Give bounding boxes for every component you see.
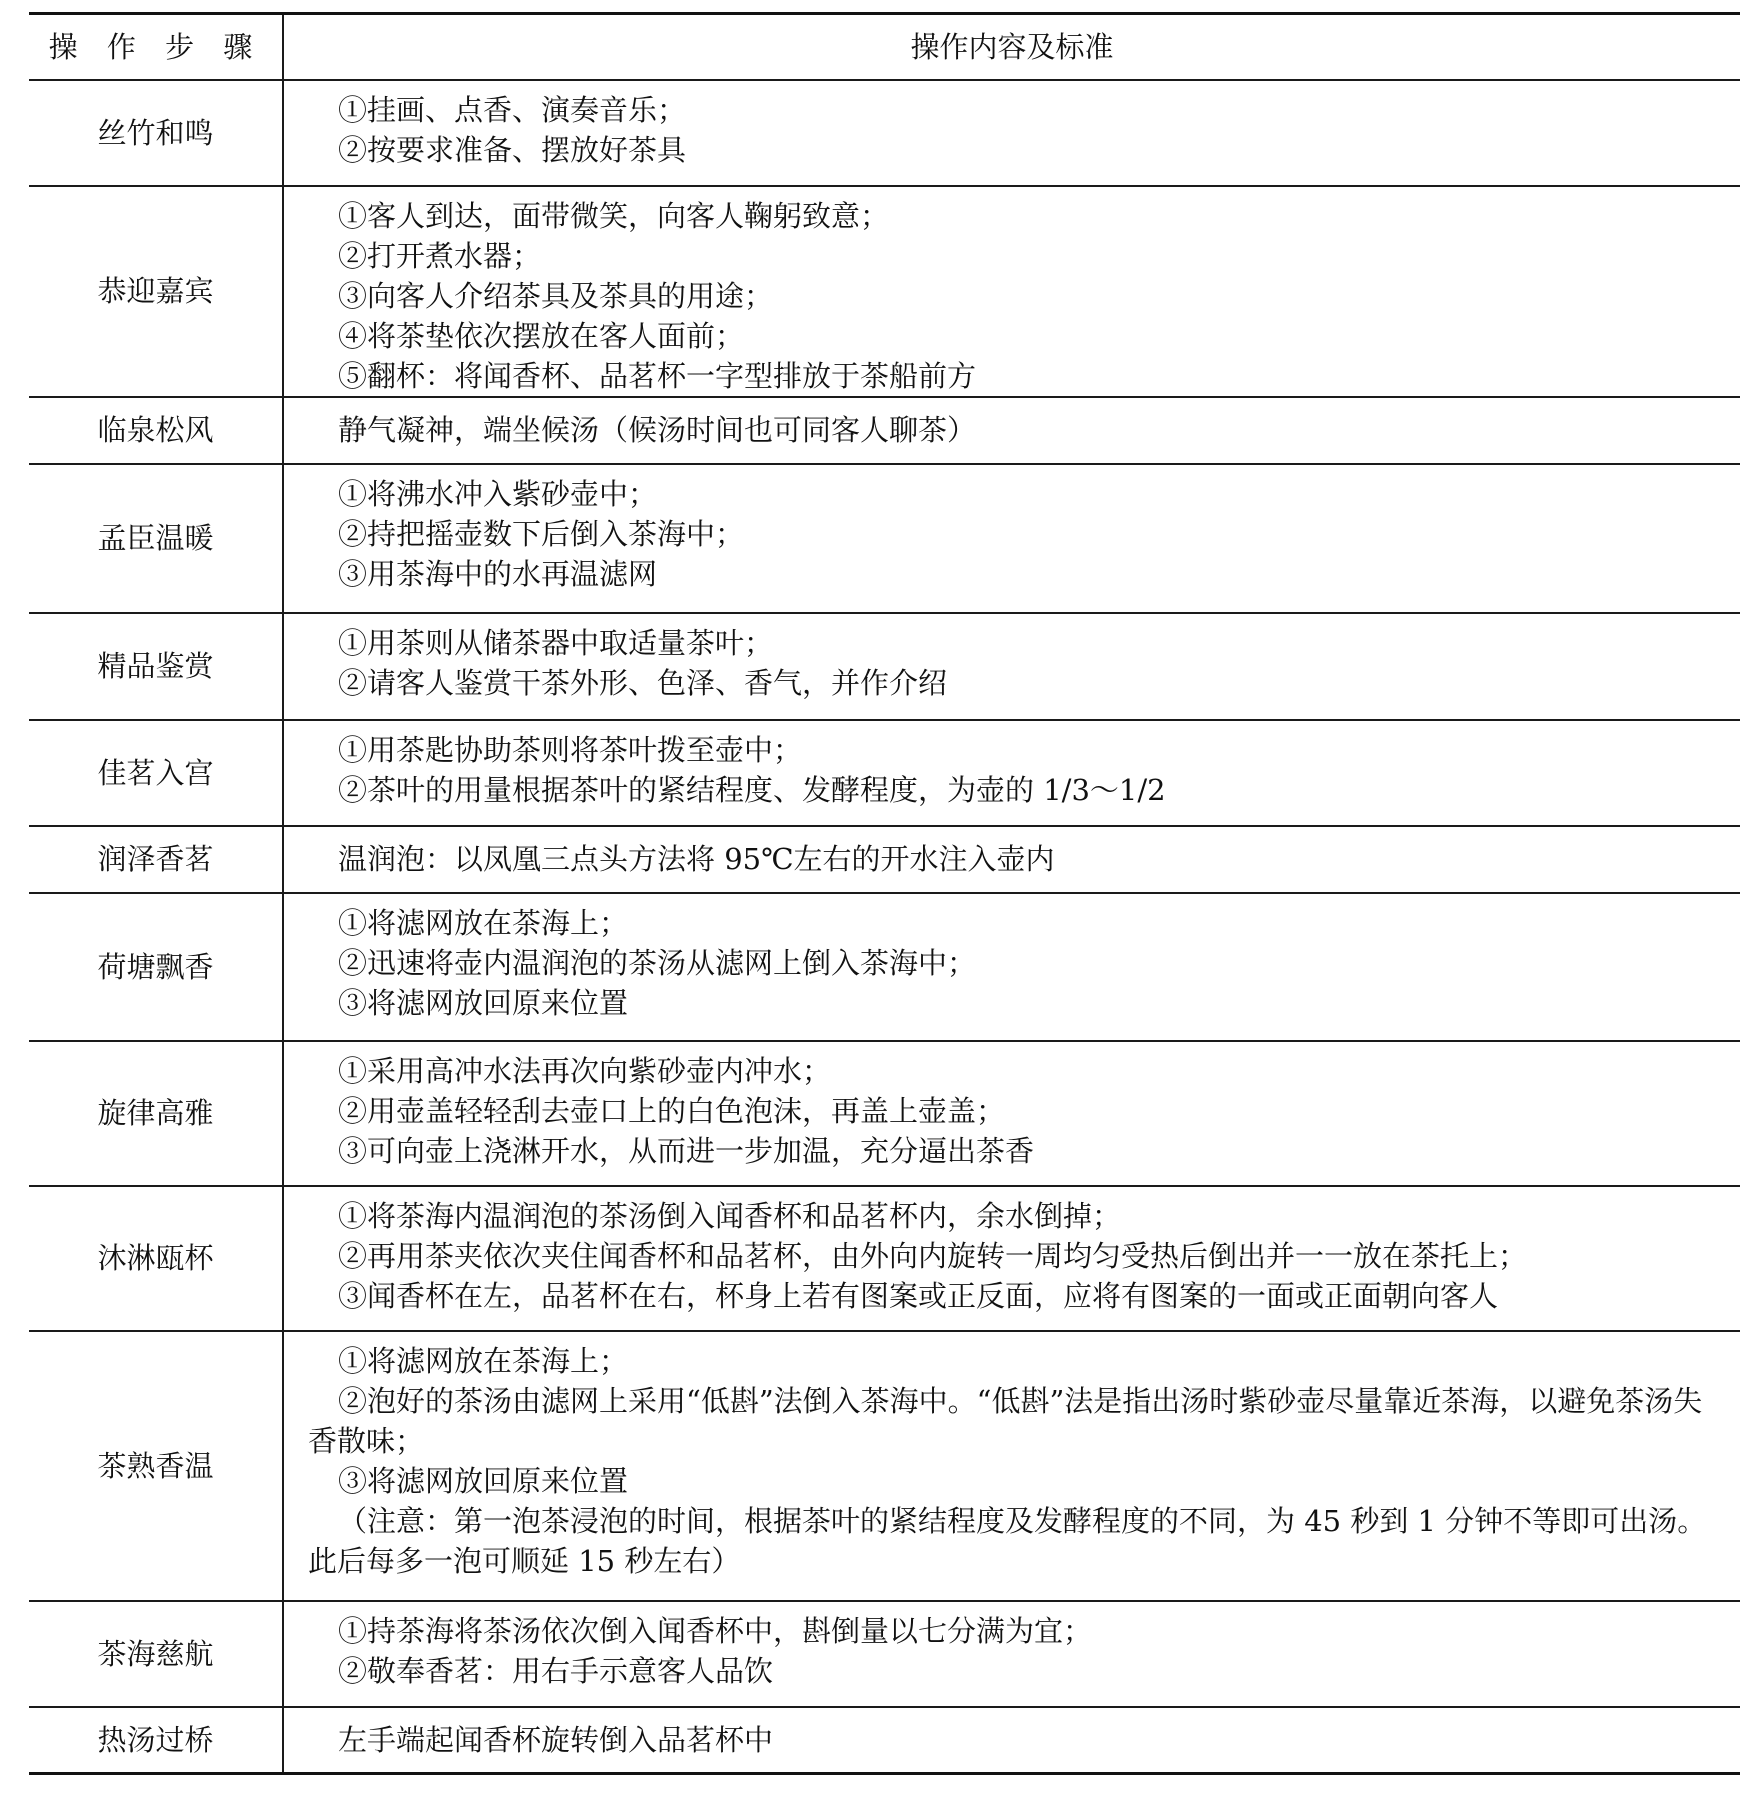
step-content-items bbox=[284, 894, 1740, 1023]
step-name: 临泉松风 bbox=[29, 397, 283, 464]
table-body bbox=[29, 80, 1740, 1774]
step-name: 丝竹和鸣 bbox=[29, 80, 283, 186]
step-content-line: ④将茶垫依次摆放在客人面前； bbox=[338, 318, 745, 353]
step-content bbox=[283, 720, 1740, 826]
step-content-line: 静气凝神，端坐候汤（候汤时间也可同客人聊茶） bbox=[338, 412, 977, 447]
step-content-line: 左手端起闻香杯旋转倒入品茗杯中 bbox=[338, 1722, 774, 1757]
step-content-line: ①采用高冲水法再次向紫砂壶内冲水； bbox=[338, 1053, 832, 1088]
step-name: 佳茗入宫 bbox=[29, 720, 283, 826]
step-content bbox=[283, 1041, 1740, 1186]
step-content-line: ①用茶则从储茶器中取适量茶叶； bbox=[338, 625, 774, 660]
step-content-line: ①将滤网放在茶海上； bbox=[338, 1343, 629, 1378]
step-content-line: ②泡好的茶汤由滤网上采用“低斟”法倒入茶海中。“低斟”法是指出汤时紫砂壶尽量靠近茶海，以避免茶汤失香散味； bbox=[308, 1383, 1703, 1458]
step-content-line: ②敬奉香茗：用右手示意客人品饮 bbox=[338, 1653, 774, 1688]
step-content-line: ③闻香杯在左，品茗杯在右，杯身上若有图案或正反面，应将有图案的一面或正面朝向客人 bbox=[338, 1278, 1499, 1313]
step-content-line: ①客人到达，面带微笑，向客人鞠躬致意； bbox=[338, 198, 890, 233]
step-content-items bbox=[284, 1708, 1740, 1760]
step-content-line: ②持把摇壶数下后倒入茶海中； bbox=[338, 516, 745, 551]
step-content-items bbox=[284, 827, 1740, 879]
table-row bbox=[29, 397, 1740, 464]
step-content-line: ③将滤网放回原来位置 bbox=[338, 985, 629, 1020]
step-content-line: ③用茶海中的水再温滤网 bbox=[338, 556, 658, 591]
tea-ceremony-steps-table bbox=[29, 12, 1740, 1775]
step-content-line: ②茶叶的用量根据茶叶的紧结程度、发酵程度，为壶的 1/3～1/2 bbox=[338, 772, 1166, 807]
step-content bbox=[283, 1707, 1740, 1774]
step-content-line: ②请客人鉴赏干茶外形、色泽、香气，并作介绍 bbox=[338, 665, 948, 700]
step-content-line: ①用茶匙协助茶则将茶叶拨至壶中； bbox=[338, 732, 803, 767]
step-content-line: ③将滤网放回原来位置 bbox=[338, 1463, 629, 1498]
step-content-line: ③可向壶上浇淋开水，从而进一步加温，充分逼出茶香 bbox=[338, 1133, 1035, 1168]
step-name: 茶熟香温 bbox=[29, 1331, 283, 1601]
step-content bbox=[283, 613, 1740, 720]
step-content-line: ②再用茶夹依次夹住闻香杯和品茗杯，由外向内旋转一周均匀受热后倒出并一一放在茶托上； bbox=[338, 1238, 1528, 1273]
step-content-line: ②用壶盖轻轻刮去壶口上的白色泡沫，再盖上壶盖； bbox=[338, 1093, 1006, 1128]
step-content-line: ①持茶海将茶汤依次倒入闻香杯中，斟倒量以七分满为宜； bbox=[338, 1613, 1093, 1648]
step-content-items bbox=[284, 614, 1740, 703]
table-row bbox=[29, 1331, 1740, 1601]
table-row bbox=[29, 464, 1740, 613]
step-content-items bbox=[284, 465, 1740, 594]
step-content-line: ①将茶海内温润泡的茶汤倒入闻香杯和品茗杯内，余水倒掉； bbox=[338, 1198, 1122, 1233]
step-name: 孟臣温暖 bbox=[29, 464, 283, 613]
step-content-items bbox=[284, 398, 1740, 450]
step-content bbox=[283, 464, 1740, 613]
table-row bbox=[29, 613, 1740, 720]
header-content-and-standards: 操作内容及标准 bbox=[283, 14, 1740, 80]
step-content-items bbox=[284, 1332, 1740, 1581]
table-row bbox=[29, 80, 1740, 186]
step-name: 沐淋瓯杯 bbox=[29, 1186, 283, 1331]
table-row bbox=[29, 1041, 1740, 1186]
step-content-line: 温润泡：以凤凰三点头方法将 95℃左右的开水注入壶内 bbox=[338, 841, 1055, 876]
step-content-line: ①挂画、点香、演奏音乐； bbox=[338, 92, 687, 127]
step-content-items bbox=[284, 81, 1740, 170]
step-content-items bbox=[284, 721, 1740, 810]
table-row bbox=[29, 893, 1740, 1041]
table-row bbox=[29, 186, 1740, 397]
step-content bbox=[283, 1331, 1740, 1601]
step-content bbox=[283, 80, 1740, 186]
step-content-items bbox=[284, 187, 1740, 396]
step-content-line: ⑤翻杯：将闻香杯、品茗杯一字型排放于茶船前方 bbox=[338, 358, 977, 393]
step-content-items bbox=[284, 1042, 1740, 1171]
step-content bbox=[283, 826, 1740, 893]
step-content-line: ③向客人介绍茶具及茶具的用途； bbox=[338, 278, 774, 313]
table-row bbox=[29, 1601, 1740, 1707]
header-operation-steps: 操 作 步 骤 bbox=[29, 14, 283, 80]
step-content-line: ①将沸水冲入紫砂壶中； bbox=[338, 476, 658, 511]
step-name: 荷塘飘香 bbox=[29, 893, 283, 1041]
table-row bbox=[29, 720, 1740, 826]
step-content bbox=[283, 186, 1740, 397]
step-name: 旋律高雅 bbox=[29, 1041, 283, 1186]
step-name: 茶海慈航 bbox=[29, 1601, 283, 1707]
step-name: 精品鉴赏 bbox=[29, 613, 283, 720]
step-content-line: （注意：第一泡茶浸泡的时间，根据茶叶的紧结程度及发酵程度的不同，为 45 秒到 1 分钟不等即可出汤。此后每多一泡可顺延 15 秒左右） bbox=[308, 1503, 1707, 1578]
step-content-items bbox=[284, 1602, 1740, 1691]
table-row bbox=[29, 1707, 1740, 1774]
table-row bbox=[29, 826, 1740, 893]
step-content bbox=[283, 1601, 1740, 1707]
step-content bbox=[283, 893, 1740, 1041]
step-content bbox=[283, 1186, 1740, 1331]
step-content-line: ①将滤网放在茶海上； bbox=[338, 905, 629, 940]
table-header-row bbox=[29, 14, 1740, 80]
step-content-line: ②迅速将壶内温润泡的茶汤从滤网上倒入茶海中； bbox=[338, 945, 977, 980]
step-name: 恭迎嘉宾 bbox=[29, 186, 283, 397]
step-name: 热汤过桥 bbox=[29, 1707, 283, 1774]
step-content bbox=[283, 397, 1740, 464]
step-content-line: ②打开煮水器； bbox=[338, 238, 542, 273]
table-row bbox=[29, 1186, 1740, 1331]
step-content-line: ②按要求准备、摆放好茶具 bbox=[338, 132, 687, 167]
step-name: 润泽香茗 bbox=[29, 826, 283, 893]
step-content-items bbox=[284, 1187, 1740, 1316]
